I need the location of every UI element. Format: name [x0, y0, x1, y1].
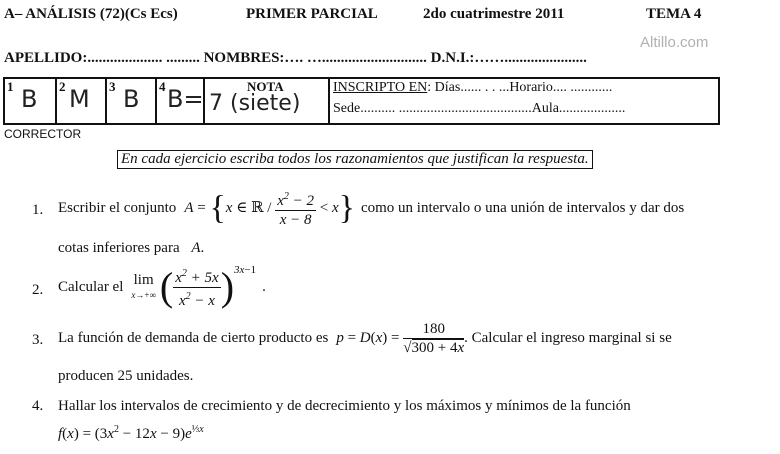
- exam-title: PRIMER PARCIAL: [246, 6, 378, 22]
- grade-mark: B=: [167, 85, 204, 113]
- exercise-1-line-2: cotas inferiores para A.: [58, 240, 205, 256]
- exercise-3-text-c: producen 25 unidades.: [58, 368, 194, 384]
- grade-mark: M: [69, 85, 90, 113]
- dias-horario: : Días...... . . ...Horario.... ............: [427, 80, 613, 95]
- exercise-2-number: 2.: [32, 282, 44, 298]
- exercise-3-statement: [58, 316, 672, 360]
- exercise-1-text-b: como un intervalo o una unión de intervalos y dar dos: [360, 199, 685, 216]
- grade-cell-number: 4: [159, 79, 166, 94]
- set-symbol: A: [191, 240, 201, 256]
- student-info-line: APELLIDO:.................... ......... NOMBRES:…. …............................ D.N.I.:……......................: [4, 50, 587, 66]
- watermark: Altillo.com: [640, 34, 709, 51]
- grade-mark: B: [123, 85, 140, 113]
- nota-value: 7 (siete): [209, 91, 301, 116]
- grade-table: [3, 77, 720, 125]
- sede-line: Sede.......... ......................................Aula...................: [333, 101, 626, 116]
- grade-cell-1: [5, 79, 57, 123]
- inscripto-line: [333, 80, 612, 96]
- exercise-1-text-a: Escribir el conjunto: [58, 199, 177, 216]
- inscripto-label: INSCRIPTO EN: [333, 80, 428, 95]
- exercise-2-statement: Calcular el lim x→+∞ ( $\frac{x^2 + 5x}{x^2 - x}$ ) 3x−1 .: [58, 264, 266, 309]
- limit-operator: lim x→+∞: [131, 271, 156, 300]
- set-definition: A = {x ∈ ℝ / $\frac{x^2 - 2}{x - 8}$ < x}: [184, 189, 355, 228]
- exercise-4-text-a: Hallar los intervalos de crecimiento y de decrecimiento y los máximos y mínimos de la función: [58, 398, 631, 414]
- demand-function: p = D(x) = $\frac{180}{√300 + 4x}$: [336, 320, 465, 356]
- nota-label: NOTA: [247, 79, 284, 94]
- exercise-3-text-a: La función de demanda de cierto producto es: [58, 329, 329, 346]
- exercise-1-statement: [58, 188, 684, 228]
- grade-cell-2: [57, 79, 107, 123]
- grade-cell-4: [157, 79, 205, 123]
- grade-cell-number: 3: [109, 79, 116, 94]
- grade-cell-number: 1: [7, 79, 14, 94]
- corrector-label: CORRECTOR: [4, 127, 82, 141]
- grade-cell-number: 2: [59, 79, 66, 94]
- grade-mark: B: [21, 85, 38, 113]
- exercise-3-number: 3.: [32, 332, 44, 348]
- nota-cell: [205, 79, 330, 123]
- exercise-4-number: 4.: [32, 398, 44, 414]
- grade-cell-3: [107, 79, 157, 123]
- exercise-4-function: $f(x) = (3x^2 - 12x - 9)e^{\frac{1}{3}x}$: [58, 424, 204, 442]
- exercise-2-text-a: Calcular el: [58, 278, 124, 295]
- exam-period: 2do cuatrimestre 2011: [423, 6, 565, 22]
- exam-tema: TEMA 4: [646, 6, 702, 22]
- course-title: A– ANÁLISIS (72)(Cs Ecs): [4, 6, 178, 22]
- exercise-3-text-b: . Calcular el ingreso marginal si se: [464, 329, 672, 346]
- exercise-1-text-c: cotas inferiores para: [58, 240, 180, 256]
- instruction-box: En cada ejercicio escriba todos los razonamientos que justifican la respuesta.: [117, 150, 593, 169]
- exercise-1-number: 1.: [32, 202, 44, 218]
